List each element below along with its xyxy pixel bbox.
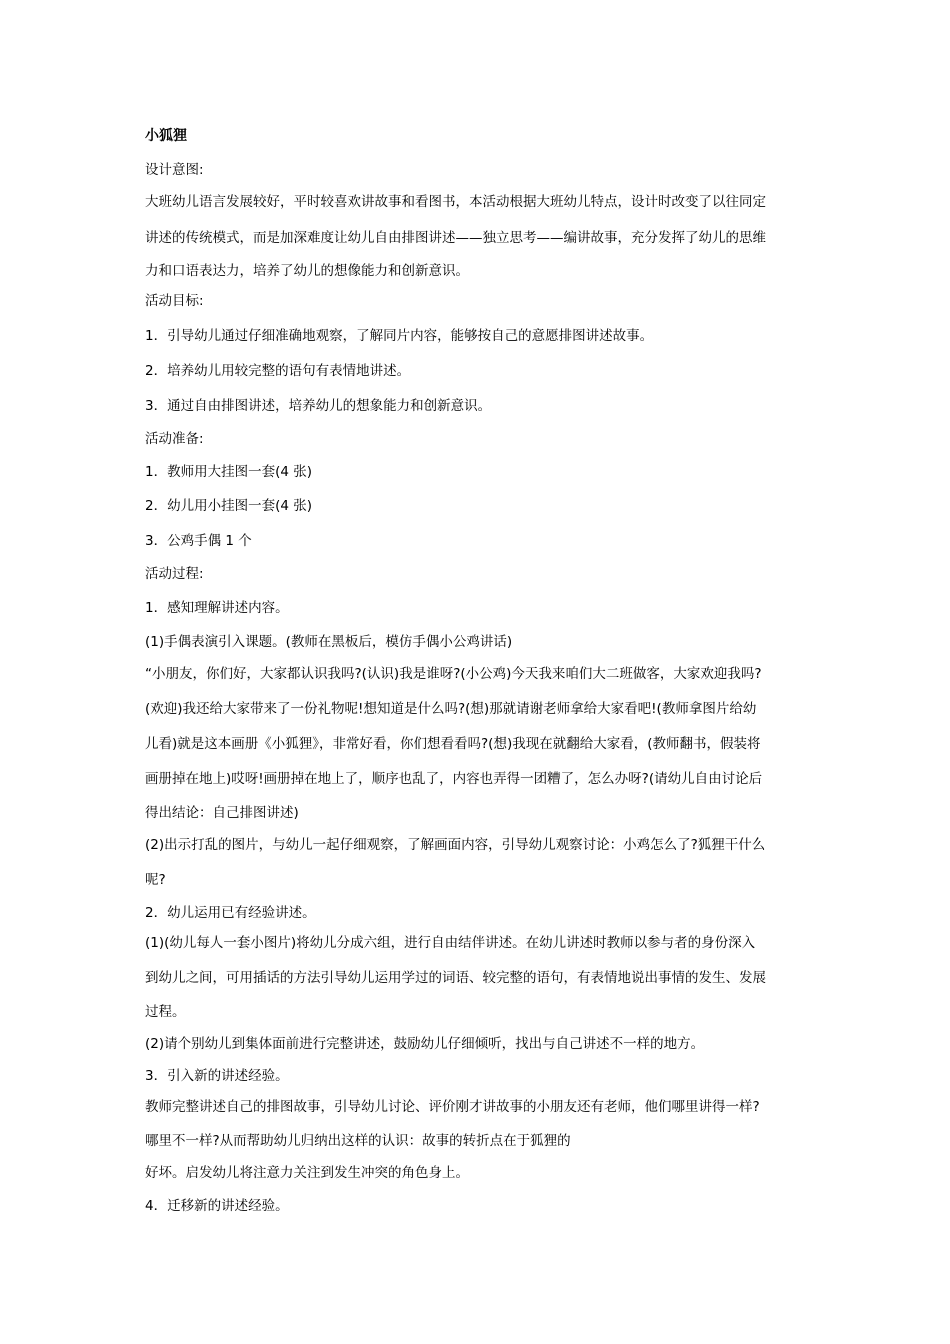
paragraph-line: 哪里不一样?从而帮助幼儿归纳出这样的认识：故事的转折点在于狐狸的: [145, 1133, 571, 1149]
list-item: 3．通过自由排图讲述，培养幼儿的想象能力和创新意识。: [145, 398, 492, 414]
paragraph-line: 力和口语表达力，培养了幼儿的想像能力和创新意识。: [145, 263, 469, 279]
paragraph-line: 得出结论：自己排图讲述): [145, 805, 299, 821]
list-item: 2．幼儿运用已有经验讲述。: [145, 905, 316, 921]
paragraph-line: 呢?: [145, 872, 166, 888]
document-title: 小狐狸: [145, 128, 187, 144]
paragraph-line: 儿看)就是这本画册《小狐狸》，非常好看，你们想看看吗?(想)我现在就翻给大家看，(教师翻书，假装将: [145, 736, 761, 752]
section-heading-goals: 活动目标:: [145, 293, 204, 309]
section-heading-design-intent: 设计意图:: [145, 162, 204, 178]
paragraph-line: (2)请个别幼儿到集体面前进行完整讲述，鼓励幼儿仔细倾听，找出与自己讲述不一样的地方。: [145, 1036, 705, 1052]
list-item: 1．感知理解讲述内容。: [145, 600, 289, 616]
list-item: 2．幼儿用小挂图一套(4 张): [145, 498, 313, 514]
paragraph-line: 过程。: [145, 1004, 186, 1020]
section-heading-preparation: 活动准备:: [145, 431, 204, 447]
list-item: 4．迁移新的讲述经验。: [145, 1198, 289, 1214]
list-item: 3．公鸡手偶 1 个: [145, 533, 252, 549]
list-item: 2．培养幼儿用较完整的语句有表情地讲述。: [145, 363, 411, 379]
list-item: 1．教师用大挂图一套(4 张): [145, 464, 313, 480]
paragraph-line: 好坏。启发幼儿将注意力关注到发生冲突的角色身上。: [145, 1165, 469, 1181]
paragraph-line: (1)(幼儿每人一套小图片)将幼儿分成六组，进行自由结伴讲述。在幼儿讲述时教师以参与者的身份深入: [145, 935, 756, 951]
paragraph-line: 讲述的传统模式，而是加深难度让幼儿自由排图讲述——独立思考——编讲故事，充分发挥了幼儿的思维: [145, 230, 766, 246]
paragraph-line: 教师完整讲述自己的排图故事，引导幼儿讨论、评价刚才讲故事的小朋友还有老师，他们哪里讲得一样?: [145, 1099, 760, 1115]
paragraph-line: (欢迎)我还给大家带来了一份礼物呢!想知道是什么吗?(想)那就请谢老师拿给大家看吧!(教师拿图片给幼: [145, 701, 757, 717]
list-item: 1．引导幼儿通过仔细准确地观察，了解同片内容，能够按自己的意愿排图讲述故事。: [145, 328, 654, 344]
paragraph-line: (1)手偶表演引入课题。(教师在黑板后，模仿手偶小公鸡讲话): [145, 634, 513, 650]
paragraph-line: 大班幼儿语言发展较好，平时较喜欢讲故事和看图书，本活动根据大班幼儿特点，设计时改变了以往同定: [145, 194, 766, 210]
paragraph-line: 画册掉在地上)哎呀!画册掉在地上了，顺序也乱了，内容也弄得一团糟了，怎么办呀?(请幼儿自由讨论后: [145, 771, 763, 787]
paragraph-line: “小朋友，你们好，大家都认识我吗?(认识)我是谁呀?(小公鸡)今天我来咱们大二班做客，大家欢迎我吗?: [145, 666, 762, 682]
list-item: 3．引入新的讲述经验。: [145, 1068, 289, 1084]
paragraph-line: (2)出示打乱的图片，与幼儿一起仔细观察，了解画面内容，引导幼儿观察讨论：小鸡怎么了?狐狸干什么: [145, 837, 766, 853]
section-heading-process: 活动过程:: [145, 566, 204, 582]
paragraph-line: 到幼儿之间，可用插话的方法引导幼儿运用学过的词语、较完整的语句，有表情地说出事情的发生、发展: [145, 970, 766, 986]
